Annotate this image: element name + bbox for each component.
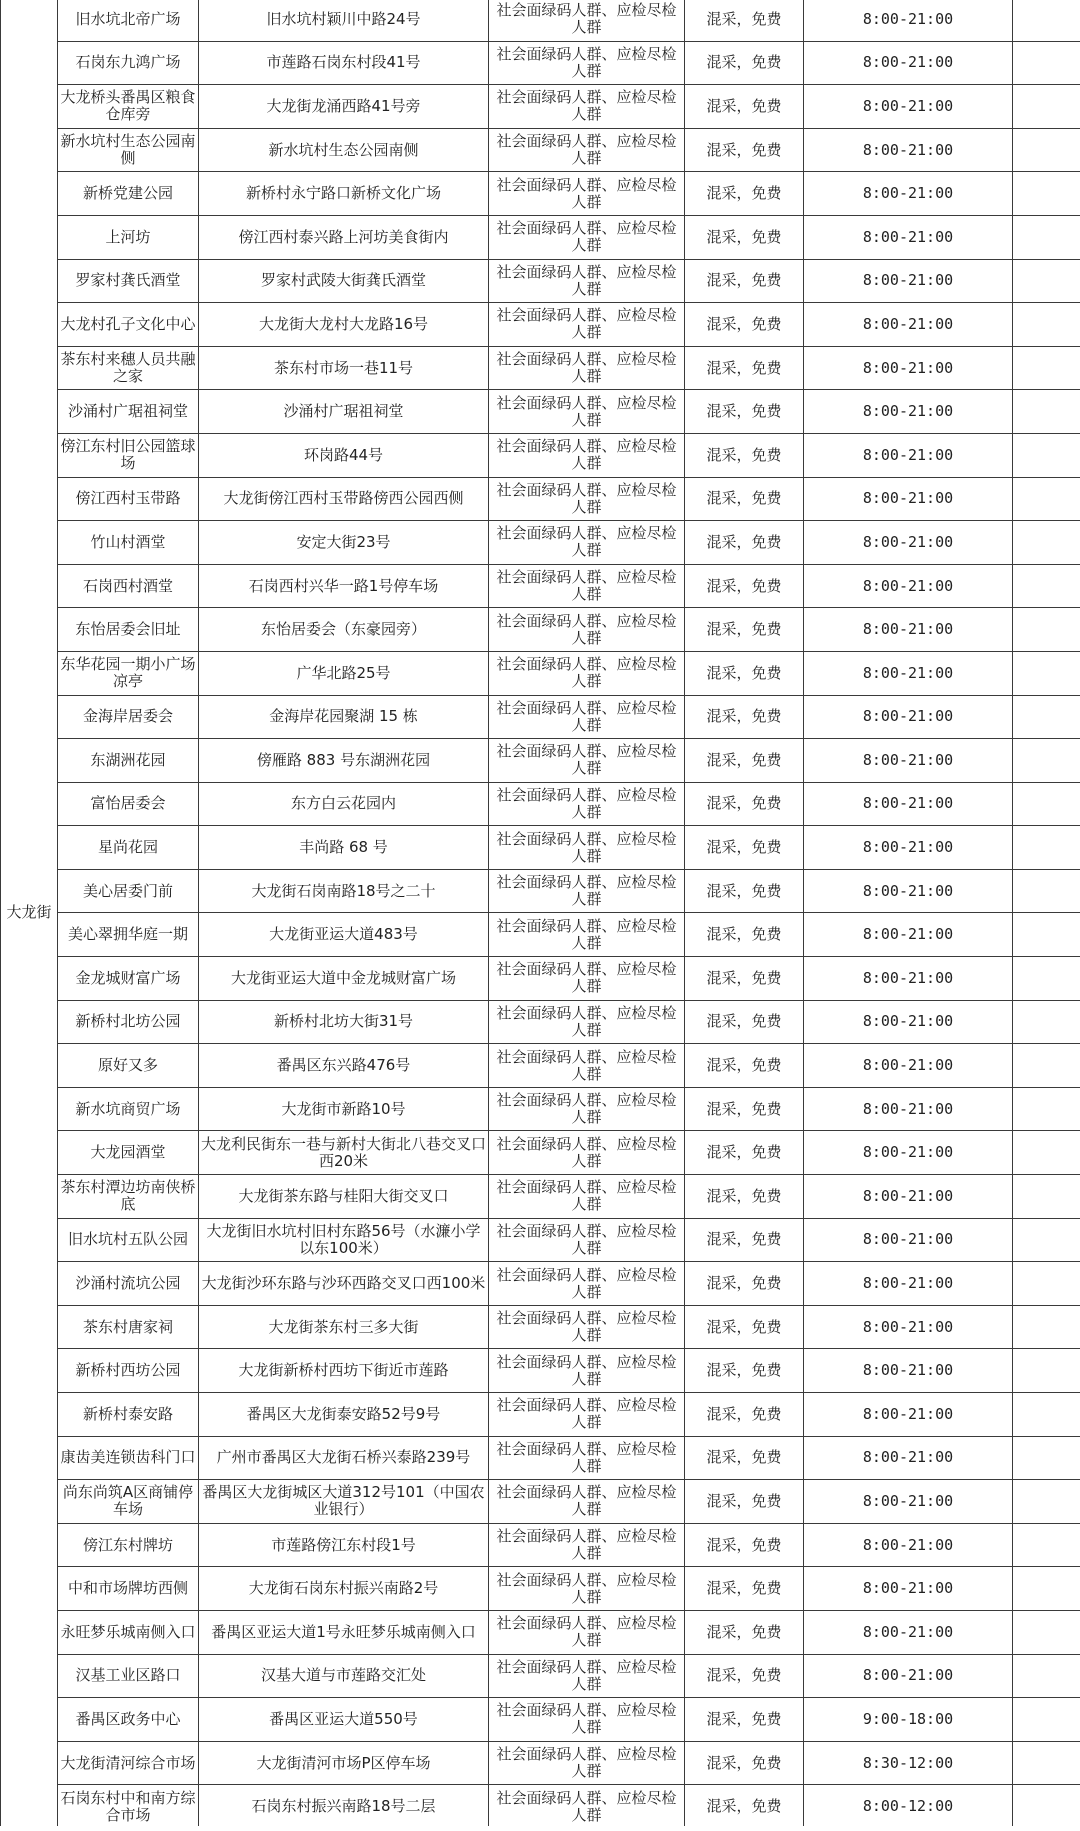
site-address-cell: 大龙街沙环东路与沙环西路交叉口西100米 <box>199 1262 489 1306</box>
site-name-cell: 旧水坑北帝广场 <box>58 0 199 41</box>
service-hours-cell: 8:00-21:00 <box>804 1000 1013 1044</box>
table-row <box>1 913 1080 957</box>
site-name-cell: 美心翠拥华庭一期 <box>58 913 199 957</box>
site-address-cell: 市莲路傍江东村段1号 <box>199 1523 489 1567</box>
target-group-cell: 社会面绿码人群、应检尽检人群 <box>489 913 685 957</box>
blank-cell <box>1013 303 1080 347</box>
table-row <box>1 651 1080 695</box>
service-hours-cell: 8:00-21:00 <box>804 390 1013 434</box>
site-address-cell: 番禺区大龙街城区大道312号101（中国农业银行） <box>199 1480 489 1524</box>
site-address-cell: 金海岸花园聚湖 15 栋 <box>199 695 489 739</box>
table-row <box>1 1436 1080 1480</box>
target-group-cell: 社会面绿码人群、应检尽检人群 <box>489 1262 685 1306</box>
table-row <box>1 172 1080 216</box>
site-address-cell: 大龙街石岗东村振兴南路2号 <box>199 1567 489 1611</box>
site-name-cell: 东湖洲花园 <box>58 739 199 783</box>
target-group-cell: 社会面绿码人群、应检尽检人群 <box>489 826 685 870</box>
site-name-cell: 汉基工业区路口 <box>58 1654 199 1698</box>
target-group-cell: 社会面绿码人群、应检尽检人群 <box>489 869 685 913</box>
blank-cell <box>1013 215 1080 259</box>
service-hours-cell: 8:00-21:00 <box>804 346 1013 390</box>
site-name-cell: 东华花园一期小广场凉亭 <box>58 651 199 695</box>
sampling-mode-cell: 混采，免费 <box>685 1610 804 1654</box>
service-hours-cell: 8:00-21:00 <box>804 1436 1013 1480</box>
site-address-cell: 旧水坑村颖川中路24号 <box>199 0 489 41</box>
target-group-cell: 社会面绿码人群、应检尽检人群 <box>489 1000 685 1044</box>
site-name-cell: 茶东村来穗人员共融之家 <box>58 346 199 390</box>
table-row <box>1 869 1080 913</box>
table-row <box>1 1785 1080 1829</box>
service-hours-cell: 9:00-18:00 <box>804 1698 1013 1742</box>
service-hours-cell: 8:00-21:00 <box>804 128 1013 172</box>
site-address-cell: 大龙街傍江西村玉带路傍西公园西侧 <box>199 477 489 521</box>
blank-cell <box>1013 782 1080 826</box>
table-row <box>1 521 1080 565</box>
site-address-cell: 罗家村武陵大街龚氏酒堂 <box>199 259 489 303</box>
sampling-mode-cell: 混采，免费 <box>685 608 804 652</box>
service-hours-cell: 8:00-21:00 <box>804 41 1013 85</box>
target-group-cell: 社会面绿码人群、应检尽检人群 <box>489 1480 685 1524</box>
site-name-cell: 美心居委门前 <box>58 869 199 913</box>
sampling-mode-cell: 混采，免费 <box>685 739 804 783</box>
service-hours-cell: 8:00-21:00 <box>804 1393 1013 1437</box>
service-hours-cell: 8:00-21:00 <box>804 433 1013 477</box>
sampling-mode-cell: 混采，免费 <box>685 128 804 172</box>
blank-cell <box>1013 869 1080 913</box>
site-address-cell: 新桥村北坊大街31号 <box>199 1000 489 1044</box>
table-row <box>1 259 1080 303</box>
target-group-cell: 社会面绿码人群、应检尽检人群 <box>489 1218 685 1262</box>
service-hours-cell: 8:00-21:00 <box>804 1654 1013 1698</box>
site-address-cell: 番禺区大龙街泰安路52号9号 <box>199 1393 489 1437</box>
service-hours-cell: 8:00-21:00 <box>804 215 1013 259</box>
site-name-cell: 大龙村孔子文化中心 <box>58 303 199 347</box>
sampling-mode-cell: 混采，免费 <box>685 0 804 41</box>
site-address-cell: 广华北路25号 <box>199 651 489 695</box>
service-hours-cell: 8:00-21:00 <box>804 1218 1013 1262</box>
sampling-mode-cell: 混采，免费 <box>685 869 804 913</box>
service-hours-cell: 8:00-21:00 <box>804 695 1013 739</box>
site-address-cell: 番禺区亚运大道1号永旺梦乐城南侧入口 <box>199 1610 489 1654</box>
table-row <box>1 739 1080 783</box>
blank-cell <box>1013 346 1080 390</box>
sampling-mode-cell: 混采，免费 <box>685 1305 804 1349</box>
site-name-cell: 新桥村北坊公园 <box>58 1000 199 1044</box>
blank-cell <box>1013 1480 1080 1524</box>
site-name-cell: 新桥村泰安路 <box>58 1393 199 1437</box>
blank-cell <box>1013 390 1080 434</box>
site-name-cell: 中和市场牌坊西侧 <box>58 1567 199 1611</box>
blank-cell <box>1013 651 1080 695</box>
blank-cell <box>1013 521 1080 565</box>
sampling-mode-cell: 混采，免费 <box>685 433 804 477</box>
service-hours-cell: 8:00-21:00 <box>804 651 1013 695</box>
site-name-cell: 永旺梦乐城南侧入口 <box>58 1610 199 1654</box>
target-group-cell: 社会面绿码人群、应检尽检人群 <box>489 41 685 85</box>
table-row <box>1 957 1080 1001</box>
service-hours-cell: 8:00-21:00 <box>804 826 1013 870</box>
sampling-mode-cell: 混采，免费 <box>685 1044 804 1088</box>
blank-cell <box>1013 1785 1080 1829</box>
blank-cell <box>1013 1087 1080 1131</box>
blank-cell <box>1013 1698 1080 1742</box>
target-group-cell: 社会面绿码人群、应检尽检人群 <box>489 1131 685 1175</box>
site-address-cell: 大龙街茶东村三多大街 <box>199 1305 489 1349</box>
sampling-mode-cell: 混采，免费 <box>685 782 804 826</box>
site-name-cell: 傍江东村旧公园篮球场 <box>58 433 199 477</box>
service-hours-cell: 8:00-21:00 <box>804 172 1013 216</box>
table-row <box>1 390 1080 434</box>
blank-cell <box>1013 1610 1080 1654</box>
site-name-cell: 傍江东村牌坊 <box>58 1523 199 1567</box>
service-hours-cell: 8:00-21:00 <box>804 608 1013 652</box>
sampling-mode-cell: 混采，免费 <box>685 957 804 1001</box>
table-row <box>1 1131 1080 1175</box>
site-address-cell: 大龙街茶东路与桂阳大街交叉口 <box>199 1175 489 1219</box>
service-hours-cell: 8:00-21:00 <box>804 1523 1013 1567</box>
site-name-cell: 沙涌村广琚祖祠堂 <box>58 390 199 434</box>
site-name-cell: 旧水坑村五队公园 <box>58 1218 199 1262</box>
target-group-cell: 社会面绿码人群、应检尽检人群 <box>489 739 685 783</box>
site-name-cell: 茶东村潭边坊南侠桥底 <box>58 1175 199 1219</box>
site-name-cell: 原好又多 <box>58 1044 199 1088</box>
blank-cell <box>1013 564 1080 608</box>
blank-cell <box>1013 1131 1080 1175</box>
service-hours-cell: 8:30-12:00 <box>804 1741 1013 1785</box>
target-group-cell: 社会面绿码人群、应检尽检人群 <box>489 303 685 347</box>
site-name-cell: 新桥党建公园 <box>58 172 199 216</box>
site-address-cell: 茶东村市场一巷11号 <box>199 346 489 390</box>
site-address-cell: 大龙街市新路10号 <box>199 1087 489 1131</box>
site-address-cell: 傍雁路 883 号东湖洲花园 <box>199 739 489 783</box>
site-address-cell: 市莲路石岗东村段41号 <box>199 41 489 85</box>
blank-cell <box>1013 1349 1080 1393</box>
site-name-cell: 沙涌村流坑公园 <box>58 1262 199 1306</box>
blank-cell <box>1013 172 1080 216</box>
table-row <box>1 782 1080 826</box>
service-hours-cell: 8:00-21:00 <box>804 1610 1013 1654</box>
target-group-cell: 社会面绿码人群、应检尽检人群 <box>489 1349 685 1393</box>
target-group-cell: 社会面绿码人群、应检尽检人群 <box>489 85 685 129</box>
target-group-cell: 社会面绿码人群、应检尽检人群 <box>489 651 685 695</box>
table-row <box>1 1654 1080 1698</box>
target-group-cell: 社会面绿码人群、应检尽检人群 <box>489 1305 685 1349</box>
target-group-cell: 社会面绿码人群、应检尽检人群 <box>489 564 685 608</box>
blank-cell <box>1013 0 1080 41</box>
target-group-cell: 社会面绿码人群、应检尽检人群 <box>489 0 685 41</box>
sampling-mode-cell: 混采，免费 <box>685 346 804 390</box>
site-name-cell: 傍江西村玉带路 <box>58 477 199 521</box>
table-row <box>1 826 1080 870</box>
sampling-mode-cell: 混采，免费 <box>685 1000 804 1044</box>
target-group-cell: 社会面绿码人群、应检尽检人群 <box>489 1436 685 1480</box>
table-row <box>1 128 1080 172</box>
blank-cell <box>1013 1305 1080 1349</box>
service-hours-cell: 8:00-21:00 <box>804 85 1013 129</box>
site-name-cell: 茶东村唐家祠 <box>58 1305 199 1349</box>
site-name-cell: 上河坊 <box>58 215 199 259</box>
target-group-cell: 社会面绿码人群、应检尽检人群 <box>489 215 685 259</box>
site-name-cell: 大龙桥头番禺区粮食仓库旁 <box>58 85 199 129</box>
site-address-cell: 大龙街旧水坑村旧村东路56号（水濂小学以东100米） <box>199 1218 489 1262</box>
service-hours-cell: 8:00-21:00 <box>804 913 1013 957</box>
service-hours-cell: 8:00-21:00 <box>804 1131 1013 1175</box>
site-name-cell: 星尚花园 <box>58 826 199 870</box>
service-hours-cell: 8:00-21:00 <box>804 303 1013 347</box>
site-address-cell: 新桥村永宁路口新桥文化广场 <box>199 172 489 216</box>
sampling-mode-cell: 混采，免费 <box>685 913 804 957</box>
table-row <box>1 1044 1080 1088</box>
table-row <box>1 433 1080 477</box>
blank-cell <box>1013 1523 1080 1567</box>
blank-cell <box>1013 477 1080 521</box>
service-hours-cell: 8:00-21:00 <box>804 869 1013 913</box>
table-row <box>1 1218 1080 1262</box>
blank-cell <box>1013 1393 1080 1437</box>
site-address-cell: 大龙街新桥村西坊下街近市莲路 <box>199 1349 489 1393</box>
target-group-cell: 社会面绿码人群、应检尽检人群 <box>489 695 685 739</box>
target-group-cell: 社会面绿码人群、应检尽检人群 <box>489 346 685 390</box>
sampling-mode-cell: 混采，免费 <box>685 1523 804 1567</box>
sampling-mode-cell: 混采，免费 <box>685 1698 804 1742</box>
sampling-mode-cell: 混采，免费 <box>685 390 804 434</box>
table-row <box>1 303 1080 347</box>
blank-cell <box>1013 1436 1080 1480</box>
service-hours-cell: 8:00-21:00 <box>804 521 1013 565</box>
blank-cell <box>1013 739 1080 783</box>
target-group-cell: 社会面绿码人群、应检尽检人群 <box>489 1044 685 1088</box>
service-hours-cell: 8:00-21:00 <box>804 0 1013 41</box>
blank-cell <box>1013 957 1080 1001</box>
site-name-cell: 金海岸居委会 <box>58 695 199 739</box>
site-name-cell: 石岗东九鸿广场 <box>58 41 199 85</box>
table-row <box>1 1741 1080 1785</box>
sampling-mode-cell: 混采，免费 <box>685 1480 804 1524</box>
sampling-mode-cell: 混采，免费 <box>685 564 804 608</box>
table-row <box>1 1393 1080 1437</box>
sampling-mode-cell: 混采，免费 <box>685 1349 804 1393</box>
site-address-cell: 大龙街龙涌西路41号旁 <box>199 85 489 129</box>
target-group-cell: 社会面绿码人群、应检尽检人群 <box>489 1567 685 1611</box>
site-name-cell: 大龙园酒堂 <box>58 1131 199 1175</box>
sampling-mode-cell: 混采，免费 <box>685 1654 804 1698</box>
blank-cell <box>1013 1567 1080 1611</box>
site-address-cell: 大龙街亚运大道中金龙城财富广场 <box>199 957 489 1001</box>
site-address-cell: 石岗西村兴华一路1号停车场 <box>199 564 489 608</box>
sampling-mode-cell: 混采，免费 <box>685 85 804 129</box>
table-body <box>1 0 1080 1828</box>
target-group-cell: 社会面绿码人群、应检尽检人群 <box>489 1523 685 1567</box>
site-name-cell: 大龙街清河综合市场 <box>58 1741 199 1785</box>
site-name-cell: 康齿美连锁齿科门口 <box>58 1436 199 1480</box>
sampling-mode-cell: 混采，免费 <box>685 41 804 85</box>
site-name-cell: 番禺区政务中心 <box>58 1698 199 1742</box>
blank-cell <box>1013 913 1080 957</box>
service-hours-cell: 8:00-21:00 <box>804 1567 1013 1611</box>
blank-cell <box>1013 41 1080 85</box>
table-row <box>1 1175 1080 1219</box>
site-name-cell: 新水坑村生态公园南侧 <box>58 128 199 172</box>
service-hours-cell: 8:00-21:00 <box>804 564 1013 608</box>
target-group-cell: 社会面绿码人群、应检尽检人群 <box>489 1741 685 1785</box>
table-row <box>1 1305 1080 1349</box>
service-hours-cell: 8:00-21:00 <box>804 259 1013 303</box>
site-address-cell: 石岗东村振兴南路18号二层 <box>199 1785 489 1829</box>
site-name-cell: 石岗西村酒堂 <box>58 564 199 608</box>
site-address-cell: 安定大街23号 <box>199 521 489 565</box>
target-group-cell: 社会面绿码人群、应检尽检人群 <box>489 782 685 826</box>
sampling-mode-cell: 混采，免费 <box>685 521 804 565</box>
target-group-cell: 社会面绿码人群、应检尽检人群 <box>489 608 685 652</box>
target-group-cell: 社会面绿码人群、应检尽检人群 <box>489 1654 685 1698</box>
sampling-mode-cell: 混采，免费 <box>685 1393 804 1437</box>
site-name-cell: 石岗东村中和南方综合市场 <box>58 1785 199 1829</box>
service-hours-cell: 8:00-21:00 <box>804 1087 1013 1131</box>
table-row <box>1 346 1080 390</box>
table-row <box>1 1567 1080 1611</box>
site-address-cell: 番禺区亚运大道550号 <box>199 1698 489 1742</box>
target-group-cell: 社会面绿码人群、应检尽检人群 <box>489 1610 685 1654</box>
site-address-cell: 大龙街大龙村大龙路16号 <box>199 303 489 347</box>
service-hours-cell: 8:00-12:00 <box>804 1785 1013 1829</box>
target-group-cell: 社会面绿码人群、应检尽检人群 <box>489 957 685 1001</box>
site-address-cell: 新水坑村生态公园南侧 <box>199 128 489 172</box>
table-row <box>1 1698 1080 1742</box>
table-row <box>1 215 1080 259</box>
target-group-cell: 社会面绿码人群、应检尽检人群 <box>489 259 685 303</box>
table-row <box>1 1349 1080 1393</box>
blank-cell <box>1013 826 1080 870</box>
site-address-cell: 大龙街亚运大道483号 <box>199 913 489 957</box>
blank-cell <box>1013 1175 1080 1219</box>
site-address-cell: 广州市番禺区大龙街石桥兴泰路239号 <box>199 1436 489 1480</box>
blank-cell <box>1013 608 1080 652</box>
sampling-mode-cell: 混采，免费 <box>685 826 804 870</box>
table-row <box>1 564 1080 608</box>
blank-cell <box>1013 1000 1080 1044</box>
blank-cell <box>1013 433 1080 477</box>
site-address-cell: 大龙街清河市场P区停车场 <box>199 1741 489 1785</box>
sampling-mode-cell: 混采，免费 <box>685 1262 804 1306</box>
service-hours-cell: 8:00-21:00 <box>804 1305 1013 1349</box>
target-group-cell: 社会面绿码人群、应检尽检人群 <box>489 128 685 172</box>
table-row <box>1 477 1080 521</box>
target-group-cell: 社会面绿码人群、应检尽检人群 <box>489 1393 685 1437</box>
sampling-mode-cell: 混采，免费 <box>685 1087 804 1131</box>
table-row <box>1 695 1080 739</box>
site-address-cell: 番禺区东兴路476号 <box>199 1044 489 1088</box>
sampling-mode-cell: 混采，免费 <box>685 1436 804 1480</box>
table-row <box>1 0 1080 41</box>
district-cell: 大龙街 <box>1 0 58 1828</box>
sampling-mode-cell: 混采，免费 <box>685 1218 804 1262</box>
site-name-cell: 尚东尚筑A区商铺停车场 <box>58 1480 199 1524</box>
table-row <box>1 1523 1080 1567</box>
service-hours-cell: 8:00-21:00 <box>804 1480 1013 1524</box>
target-group-cell: 社会面绿码人群、应检尽检人群 <box>489 172 685 216</box>
site-address-cell: 汉基大道与市莲路交汇处 <box>199 1654 489 1698</box>
service-hours-cell: 8:00-21:00 <box>804 1262 1013 1306</box>
target-group-cell: 社会面绿码人群、应检尽检人群 <box>489 433 685 477</box>
blank-cell <box>1013 1654 1080 1698</box>
sampling-mode-cell: 混采，免费 <box>685 172 804 216</box>
sampling-mode-cell: 混采，免费 <box>685 651 804 695</box>
service-hours-cell: 8:00-21:00 <box>804 739 1013 783</box>
site-address-cell: 大龙街石岗南路18号之二十 <box>199 869 489 913</box>
sampling-mode-cell: 混采，免费 <box>685 1131 804 1175</box>
site-address-cell: 傍江西村泰兴路上河坊美食街内 <box>199 215 489 259</box>
site-address-cell: 东方白云花园内 <box>199 782 489 826</box>
sampling-mode-cell: 混采，免费 <box>685 1785 804 1829</box>
service-hours-cell: 8:00-21:00 <box>804 957 1013 1001</box>
blank-cell <box>1013 1044 1080 1088</box>
target-group-cell: 社会面绿码人群、应检尽检人群 <box>489 1698 685 1742</box>
sampling-mode-cell: 混采，免费 <box>685 215 804 259</box>
service-hours-cell: 8:00-21:00 <box>804 1175 1013 1219</box>
site-address-cell: 东怡居委会（东豪园旁） <box>199 608 489 652</box>
target-group-cell: 社会面绿码人群、应检尽检人群 <box>489 1785 685 1829</box>
blank-cell <box>1013 1741 1080 1785</box>
site-address-cell: 丰尚路 68 号 <box>199 826 489 870</box>
table-row <box>1 85 1080 129</box>
table-row <box>1 1610 1080 1654</box>
sampling-mode-cell: 混采，免费 <box>685 1567 804 1611</box>
page-bottom <box>0 1826 1080 1831</box>
site-name-cell: 新桥村西坊公园 <box>58 1349 199 1393</box>
target-group-cell: 社会面绿码人群、应检尽检人群 <box>489 390 685 434</box>
site-name-cell: 东怡居委会旧址 <box>58 608 199 652</box>
table-row <box>1 1262 1080 1306</box>
blank-cell <box>1013 85 1080 129</box>
blank-cell <box>1013 259 1080 303</box>
site-address-cell: 环岗路44号 <box>199 433 489 477</box>
table-row <box>1 1480 1080 1524</box>
sampling-mode-cell: 混采，免费 <box>685 1741 804 1785</box>
blank-cell <box>1013 1262 1080 1306</box>
site-name-cell: 新水坑商贸广场 <box>58 1087 199 1131</box>
sampling-mode-cell: 混采，免费 <box>685 1175 804 1219</box>
table-row <box>1 1000 1080 1044</box>
service-hours-cell: 8:00-21:00 <box>804 1044 1013 1088</box>
sampling-mode-cell: 混采，免费 <box>685 695 804 739</box>
service-hours-cell: 8:00-21:00 <box>804 782 1013 826</box>
sampling-mode-cell: 混采，免费 <box>685 303 804 347</box>
target-group-cell: 社会面绿码人群、应检尽检人群 <box>489 477 685 521</box>
site-name-cell: 金龙城财富广场 <box>58 957 199 1001</box>
site-address-cell: 沙涌村广琚祖祠堂 <box>199 390 489 434</box>
target-group-cell: 社会面绿码人群、应检尽检人群 <box>489 521 685 565</box>
site-name-cell: 竹山村酒堂 <box>58 521 199 565</box>
target-group-cell: 社会面绿码人群、应检尽检人群 <box>489 1087 685 1131</box>
blank-cell <box>1013 1218 1080 1262</box>
table-row <box>1 41 1080 85</box>
site-name-cell: 罗家村龚氏酒堂 <box>58 259 199 303</box>
site-name-cell: 富怡居委会 <box>58 782 199 826</box>
site-address-cell: 大龙利民街东一巷与新村大街北八巷交叉口西20米 <box>199 1131 489 1175</box>
blank-cell <box>1013 695 1080 739</box>
target-group-cell: 社会面绿码人群、应检尽检人群 <box>489 1175 685 1219</box>
service-hours-cell: 8:00-21:00 <box>804 1349 1013 1393</box>
table-row <box>1 608 1080 652</box>
service-hours-cell: 8:00-21:00 <box>804 477 1013 521</box>
sampling-mode-cell: 混采，免费 <box>685 259 804 303</box>
sampling-mode-cell: 混采，免费 <box>685 477 804 521</box>
blank-cell <box>1013 128 1080 172</box>
table-row <box>1 1087 1080 1131</box>
